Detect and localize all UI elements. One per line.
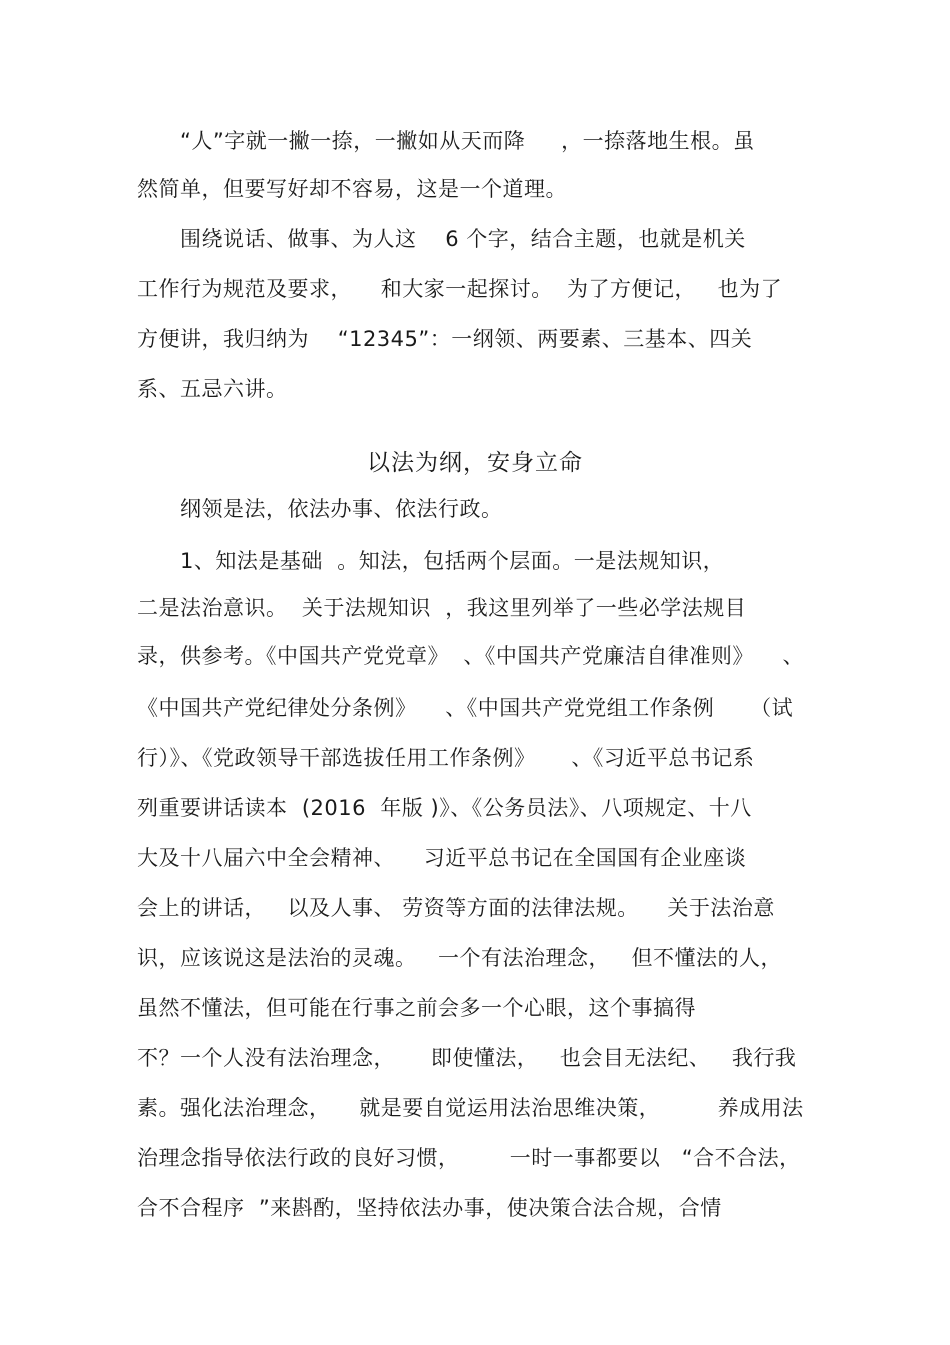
paragraph-line: 录，供参考。《中国共产党党章》 、《中国共产党廉洁自律准则》 、 bbox=[137, 644, 805, 668]
paragraph-line: 《中国共产党纪律处分条例》 、《中国共产党党组工作条例 （试 bbox=[137, 696, 794, 720]
section-heading: 以法为纲，安身立命 bbox=[367, 450, 583, 476]
paragraph-line: 系、五忌六讲。 bbox=[137, 377, 288, 401]
paragraph-line: 大及十八届六中全会精神、 习近平总书记在全国国有企业座谈 bbox=[137, 846, 747, 870]
paragraph-line: 治理念指导依法行政的良好习惯， 一时一事都要以 “合不合法， bbox=[137, 1146, 801, 1170]
paragraph-line: 列重要讲话读本 (2016 年版 )》、《公务员法》、八项规定、十八 bbox=[137, 796, 752, 820]
paragraph-line: 二是法治意识。 关于法规知识 ，我这里列举了一些必学法规目 bbox=[137, 596, 747, 620]
paragraph-line: 然简单，但要写好却不容易，这是一个道理。 bbox=[137, 177, 567, 201]
paragraph-line: 会上的讲话， 以及人事、 劳资等方面的法律法规。 关于法治意 bbox=[137, 896, 775, 920]
paragraph-line: 素。强化法治理念， 就是要自觉运用法治思维决策， 养成用法 bbox=[137, 1096, 804, 1120]
paragraph-line: 围绕说话、做事、为人这 6 个字，结合主题，也就是机关 bbox=[137, 227, 746, 251]
paragraph-line: 方便讲，我归纳为 “12345”：一纲领、两要素、三基本、四关 bbox=[137, 327, 753, 351]
paragraph-line: 合不合程序 ”来斟酌，坚持依法办事，使决策合法合规，合情 bbox=[137, 1196, 722, 1220]
paragraph-line: 行）》、《党政领导干部选拔任用工作条例》 、《习近平总书记系 bbox=[137, 746, 755, 770]
paragraph-line: 识，应该说这是法治的灵魂。 一个有法治理念， 但不懂法的人， bbox=[137, 946, 783, 970]
paragraph-line: 虽然不懂法，但可能在行事之前会多一个心眼，这个事搞得 bbox=[137, 996, 696, 1020]
paragraph-line: 不？一个人没有法治理念， 即使懂法， 也会目无法纪、 我行我 bbox=[137, 1046, 797, 1070]
paragraph-line: “人”字就一撇一捺，一撇如从天而降 ，一捺落地生根。虽 bbox=[137, 129, 755, 153]
paragraph-line: 1、知法是基础 。知法，包括两个层面。一是法规知识， bbox=[137, 549, 725, 573]
paragraph-line: 纲领是法，依法办事、依法行政。 bbox=[137, 497, 503, 521]
paragraph-line: 工作行为规范及要求， 和大家一起探讨。 为了方便记， 也为了 bbox=[137, 277, 783, 301]
